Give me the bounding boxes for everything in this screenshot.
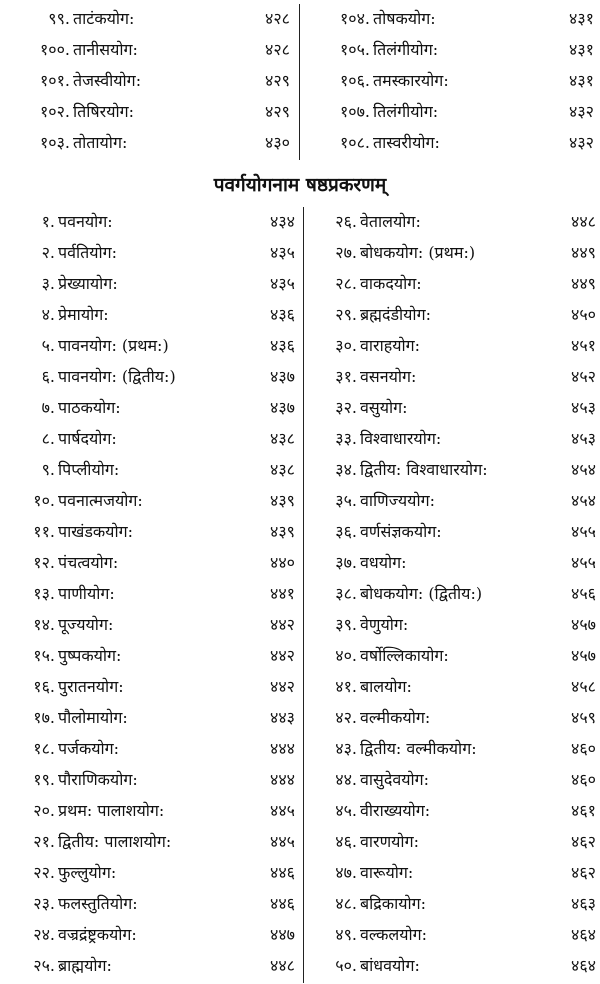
index-row (0, 4, 600, 34)
index-row (0, 765, 600, 795)
index-row (0, 610, 600, 640)
entry-number: ३१. (335, 367, 357, 386)
entry-name: ब्राह्मयोग: (58, 956, 112, 975)
entry-number: ४९. (335, 925, 357, 944)
entry-page-number: ४६० (571, 770, 596, 789)
index-row (0, 424, 600, 454)
entry-name: पंचत्वयोग: (58, 553, 119, 572)
index-row (0, 641, 600, 671)
entry-page-number: ४५४ (571, 491, 596, 510)
entry-number: ४. (41, 305, 55, 324)
entry-number: १०४. (339, 9, 370, 28)
entry-number: ३८. (335, 584, 357, 603)
entry-page-number: ४४५ (270, 801, 295, 820)
index-row (0, 548, 600, 578)
index-row (0, 672, 600, 702)
entry-name: फलस्तुतियोग: (58, 894, 138, 913)
entry-page-number: ४४२ (270, 677, 295, 696)
entry-page-number: ४६२ (571, 832, 596, 851)
entry-number: ३७. (335, 553, 357, 572)
entry-number: ३५. (335, 491, 357, 510)
entry-number: १२. (33, 553, 55, 572)
entry-number: १०३. (39, 133, 70, 152)
entry-name: पूज्ययोग: (58, 615, 114, 634)
entry-number: २१. (33, 832, 55, 851)
entry-name: वेतालयोग: (360, 212, 421, 231)
entry-number: ११. (33, 522, 55, 541)
entry-page-number: ४४८ (571, 212, 596, 231)
index-row (0, 128, 600, 158)
entry-name: वाणिज्ययोग: (360, 491, 436, 510)
entry-name: पवनात्मजयोग: (58, 491, 143, 510)
entry-name: पावनयोग: (द्वितीय:) (58, 367, 176, 386)
entry-number: ३४. (335, 460, 357, 479)
entry-page-number: ४४९ (571, 243, 596, 262)
entry-page-number: ४४७ (270, 925, 295, 944)
entry-page-number: ४६४ (571, 925, 596, 944)
entry-number: २६. (335, 212, 357, 231)
entry-page-number: ४५१ (571, 336, 596, 355)
entry-page-number: ४५३ (571, 429, 596, 448)
entry-number: ४४. (335, 770, 357, 789)
index-row (0, 35, 600, 65)
entry-number: ३६. (335, 522, 357, 541)
entry-page-number: ४२९ (265, 71, 290, 90)
index-row (0, 486, 600, 516)
entry-number: १०२. (39, 102, 70, 121)
entry-number: ५. (41, 336, 55, 355)
entry-number: १५. (33, 646, 55, 665)
entry-number: ९९. (48, 9, 70, 28)
entry-name: तेजस्वीयोग: (73, 71, 142, 90)
entry-number: २३. (33, 894, 55, 913)
entry-number: ४१. (335, 677, 357, 696)
entry-number: २७. (335, 243, 357, 262)
entry-name: पर्वतियोग: (58, 243, 118, 262)
entry-page-number: ४५० (571, 305, 596, 324)
entry-page-number: ४६३ (571, 894, 596, 913)
entry-number: २०. (33, 801, 55, 820)
entry-name: तानीसयोग: (73, 40, 138, 59)
entry-page-number: ४५७ (571, 615, 596, 634)
entry-name: पुरातनयोग: (58, 677, 124, 696)
entry-page-number: ४३१ (569, 9, 594, 28)
index-row (0, 331, 600, 361)
entry-name: तोषकयोग: (373, 9, 436, 28)
entry-name: तिलंगीयोग: (373, 40, 439, 59)
index-row (0, 517, 600, 547)
entry-page-number: ४३९ (270, 522, 295, 541)
entry-number: ४७. (335, 863, 357, 882)
entry-name: वर्णसंज्ञकयोग: (360, 522, 442, 541)
entry-page-number: ४३७ (270, 367, 295, 386)
entry-name: वाकदयोग: (360, 274, 422, 293)
index-row (0, 300, 600, 330)
entry-number: १७. (33, 708, 55, 727)
entry-name: वारूयोग: (360, 863, 414, 882)
entry-page-number: ४५३ (571, 398, 596, 417)
entry-name: वज्रद्रंष्ट्रकयोग: (58, 925, 137, 944)
entry-page-number: ४२८ (265, 40, 290, 59)
entry-page-number: ४४५ (270, 832, 295, 851)
entry-number: ४३. (335, 739, 357, 758)
entry-name: तिलंगीयोग: (373, 102, 439, 121)
entry-number: २५. (33, 956, 55, 975)
entry-page-number: ४३६ (270, 336, 295, 355)
entry-number: ४०. (335, 646, 357, 665)
entry-page-number: ४५२ (571, 367, 596, 386)
entry-name: फुल्लुयोग: (58, 863, 117, 882)
index-row (0, 920, 600, 950)
entry-name: वारणयोग: (360, 832, 419, 851)
entry-number: १०८. (339, 133, 370, 152)
entry-name: पाणीयोग: (58, 584, 115, 603)
entry-number: ४८. (335, 894, 357, 913)
entry-number: १८. (33, 739, 55, 758)
index-row (0, 827, 600, 857)
index-row (0, 734, 600, 764)
entry-page-number: ४२८ (265, 9, 290, 28)
entry-page-number: ४६१ (571, 801, 596, 820)
index-row (0, 362, 600, 392)
entry-page-number: ४६२ (571, 863, 596, 882)
entry-name: वासुदेवयोग: (360, 770, 430, 789)
entry-page-number: ४३४ (270, 212, 295, 231)
entry-number: ४५. (335, 801, 357, 820)
entry-number: १०. (33, 491, 55, 510)
entry-name: वर्षोल्लिकायोग: (360, 646, 449, 665)
entry-page-number: ४२९ (265, 102, 290, 121)
entry-name: पर्जकयोग: (58, 739, 120, 758)
entry-name: पवनयोग: (58, 212, 113, 231)
entry-number: ९. (41, 460, 55, 479)
index-row (0, 455, 600, 485)
entry-page-number: ४३२ (569, 133, 594, 152)
index-row (0, 66, 600, 96)
entry-name: बोधकयोग: (द्वितीय:) (360, 584, 483, 603)
entry-page-number: ४५४ (571, 460, 596, 479)
entry-name: तोतायोग: (73, 133, 128, 152)
entry-name: प्रेख्यायोग: (58, 274, 118, 293)
entry-number: ३. (41, 274, 55, 293)
entry-name: प्रथम: पालाशयोग: (58, 801, 165, 820)
index-row (0, 889, 600, 919)
entry-page-number: ४३० (265, 133, 290, 152)
entry-number: १०१. (39, 71, 70, 90)
entry-page-number: ४६४ (571, 956, 596, 975)
entry-page-number: ४३५ (270, 243, 295, 262)
entry-name: बद्रिकायोग: (360, 894, 427, 913)
entry-name: ब्रह्मदंडीयोग: (360, 305, 431, 324)
entry-page-number: ४३८ (270, 460, 295, 479)
entry-page-number: ४४१ (270, 584, 295, 603)
index-row (0, 796, 600, 826)
entry-number: ३२. (335, 398, 357, 417)
entry-name: वीराख्ययोग: (360, 801, 431, 820)
index-row (0, 393, 600, 423)
entry-name: पार्षदयोग: (58, 429, 117, 448)
index-row (0, 579, 600, 609)
entry-page-number: ४३५ (270, 274, 295, 293)
index-row (0, 238, 600, 268)
entry-name: वधयोग: (360, 553, 407, 572)
entry-page-number: ४४३ (270, 708, 295, 727)
entry-page-number: ४५७ (571, 646, 596, 665)
entry-number: १४. (33, 615, 55, 634)
entry-number: ६. (41, 367, 55, 386)
entry-page-number: ४३२ (569, 102, 594, 121)
entry-number: २४. (33, 925, 55, 944)
entry-name: पावनयोग: (प्रथम:) (58, 336, 169, 355)
entry-number: १६. (33, 677, 55, 696)
entry-page-number: ४४२ (270, 615, 295, 634)
entry-name: ताटंकयोग: (73, 9, 135, 28)
entry-page-number: ४३१ (569, 40, 594, 59)
index-row (0, 97, 600, 127)
entry-page-number: ४६० (571, 739, 596, 758)
entry-name: वल्कलयोग: (360, 925, 428, 944)
entry-page-number: ४४२ (270, 646, 295, 665)
entry-page-number: ४५६ (571, 584, 596, 603)
entry-page-number: ४५९ (571, 708, 596, 727)
entry-name: विश्वाधारयोग: (360, 429, 442, 448)
entry-name: बांधवयोग: (360, 956, 420, 975)
entry-number: १०५. (339, 40, 370, 59)
entry-number: ४६. (335, 832, 357, 851)
entry-number: ५०. (335, 956, 357, 975)
entry-page-number: ४५५ (571, 522, 596, 541)
entry-name: पाठकयोग: (58, 398, 121, 417)
entry-name: वाराहयोग: (360, 336, 421, 355)
entry-page-number: ४३९ (270, 491, 295, 510)
index-row (0, 703, 600, 733)
index-row (0, 269, 600, 299)
entry-number: १०६. (339, 71, 370, 90)
entry-page-number: ४३१ (569, 71, 594, 90)
entry-number: २९. (335, 305, 357, 324)
entry-page-number: ४५५ (571, 553, 596, 572)
entry-name: तास्वरीयोग: (373, 133, 440, 152)
entry-page-number: ४३८ (270, 429, 295, 448)
entry-number: ३०. (335, 336, 357, 355)
entry-name: वसनयोग: (360, 367, 417, 386)
entry-number: १. (41, 212, 55, 231)
entry-number: २२. (33, 863, 55, 882)
entry-number: ८. (41, 429, 55, 448)
entry-page-number: ४४० (270, 553, 295, 572)
entry-number: ३९. (335, 615, 357, 634)
entry-number: १०७. (339, 102, 370, 121)
entry-name: पौलोमायोग: (58, 708, 128, 727)
entry-name: द्वितीय: वल्मीकयोग: (360, 739, 477, 758)
entry-name: बोधकयोग: (प्रथम:) (360, 243, 476, 262)
entry-name: बालयोग: (360, 677, 412, 696)
entry-number: २. (41, 243, 55, 262)
entry-number: १३. (33, 584, 55, 603)
entry-name: तिषिरयोग: (73, 102, 135, 121)
entry-name: वल्मीकयोग: (360, 708, 431, 727)
entry-page-number: ४४४ (270, 739, 295, 758)
entry-name: पिप्लीयोग: (58, 460, 120, 479)
entry-number: ४२. (335, 708, 357, 727)
index-row (0, 858, 600, 888)
entry-name: द्वितीय: पालाशयोग: (58, 832, 172, 851)
entry-number: १९. (33, 770, 55, 789)
entry-name: द्वितीय: विश्वाधारयोग: (360, 460, 488, 479)
index-row (0, 207, 600, 237)
entry-number: २८. (335, 274, 357, 293)
index-row (0, 951, 600, 981)
entry-name: तमस्कारयोग: (373, 71, 449, 90)
entry-name: प्रेमायोग: (58, 305, 109, 324)
entry-name: पुष्पकयोग: (58, 646, 122, 665)
entry-page-number: ४४६ (270, 894, 295, 913)
entry-number: ७. (41, 398, 55, 417)
entry-name: पाखंडकयोग: (58, 522, 133, 541)
entry-page-number: ४४४ (270, 770, 295, 789)
entry-page-number: ४४९ (571, 274, 596, 293)
entry-number: ३३. (335, 429, 357, 448)
entry-page-number: ४३७ (270, 398, 295, 417)
entry-name: पौराणिकयोग: (58, 770, 138, 789)
entry-page-number: ४४६ (270, 863, 295, 882)
entry-page-number: ४५८ (571, 677, 596, 696)
entry-number: १००. (39, 40, 70, 59)
entry-name: वेणुयोग: (360, 615, 409, 634)
entry-page-number: ४३६ (270, 305, 295, 324)
section-heading: पवर्गयोगनाम षष्ठप्रकरणम् (213, 174, 387, 196)
entry-page-number: ४४८ (270, 956, 295, 975)
entry-name: वसुयोग: (360, 398, 408, 417)
